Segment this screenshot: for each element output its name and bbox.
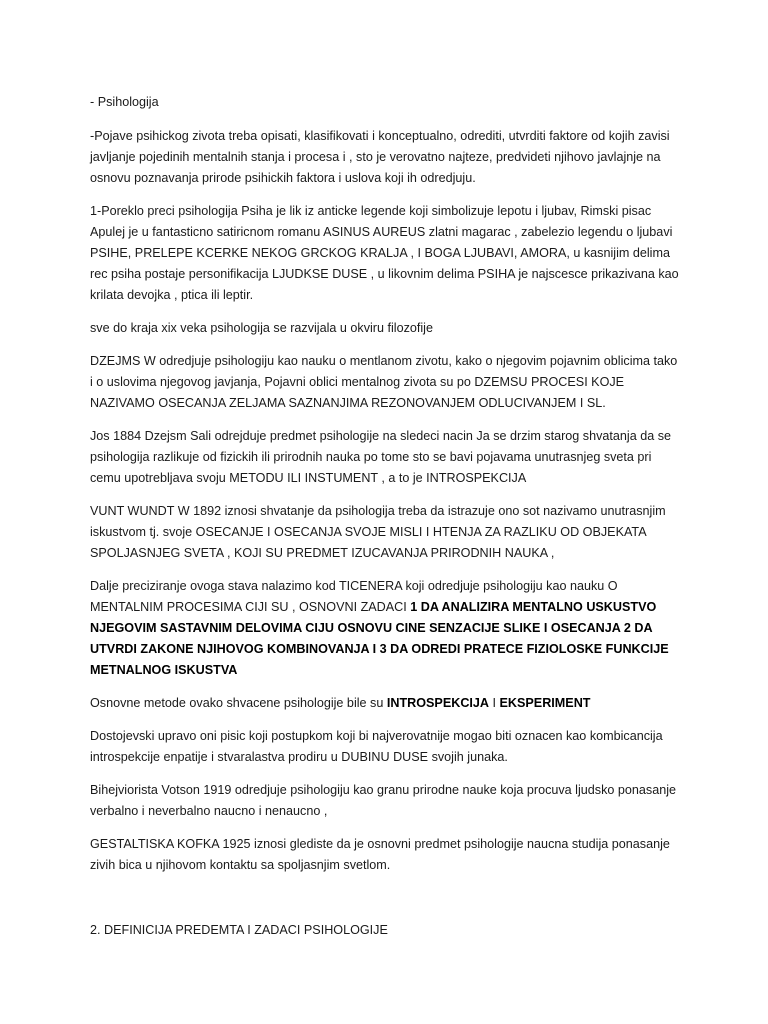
text-run: I (489, 696, 500, 710)
body-paragraph (90, 726, 680, 768)
body-paragraph (90, 834, 680, 876)
section-heading: 2. DEFINICIJA PREDEMTA I ZADACI PSIHOLOGIJE (90, 923, 388, 937)
document-page (90, 92, 680, 953)
bold-text-run: INTROSPEKCIJA (386, 696, 490, 710)
text-run: -Pojave psihickog zivota treba opisati, klasifikovati i konceptualno, odrediti, utvrditi faktore od kojih zavisi javljanje pojedinih mentalnih stanja i procesa i , sto je verovatno najteze, predvideti njihovo javlajnje na osnovu poznavanja prirode psihickih faktora i uslova koji ih odredjuju. (90, 129, 670, 185)
text-run: GESTALTISKA KOFKA 1925 iznosi glediste da je osnovni predmet psihologije naucna studija ponasanje zivih bica u njihovom kontaktu sa spoljasnjim svetlom. (90, 837, 670, 872)
body-paragraph (90, 126, 680, 189)
text-run: Dalje preciziranje ovoga stava nalazimo kod TICENERA koji odredjuje psihologiju kao nauku O MENTALNIM PROCESIMA CIJI SU , OSNOVNI ZADACI (90, 579, 618, 614)
text-run: DZEJMS W odredjuje psihologiju kao nauku o mentlanom zivotu, kako o njegovim pojavnim oblicima tako i o uslovima njegovog javjanja, Pojavni oblici mentalnog zivota su po DZEMSU PROCESI KOJE NAZIVAMO OSECANJA ZELJAMA SAZNANJIMA REZONOVANJEM ODLUCIVANJEM I SL. (90, 354, 678, 410)
body-paragraph (90, 426, 680, 489)
bold-text-run: 1 DA ANALIZIRA MENTALNO USKUSTVO NJEGOVIM SASTAVNIM DELOVIMA CIJU OSNOVU CINE SENZACIJE SLIKE I OSECANJA 2 DA UTVRDI ZAKONE NJIHOVOG KOMBINOVANJA I 3 DA ODREDI PRATECE FIZIOLOSKE FUNKCIJE METNALNOG ISKUSTVA (90, 600, 669, 677)
text-run: VUNT WUNDT W 1892 iznosi shvatanje da psihologija treba da istrazuje ono sot nazivamo unutrasnjim iskustvom tj. svoje OSECANJE I OSECANJA SVOJE MISLI I HTENJA ZA RAZLIKU OD OBJEKATA SPOLJASNJEG SVETA , KOJI SU PREDMET IZUCAVANJA PRIRODNIH NAUKA , (90, 504, 666, 560)
bold-text-run: EKSPERIMENT (499, 696, 591, 710)
body-paragraph (90, 501, 680, 564)
text-run: Dostojevski upravo oni pisic koji postupkom koji bi najverovatnije mogao biti oznacen kao kombicancija introspekcije enpatije i stvaralastva prodiru u DUBINU DUSE svojih junaka. (90, 729, 663, 764)
document-title-line: - Psihologija (90, 95, 159, 109)
text-run: sve do kraja xix veka psihologija se razvijala u okviru filozofije (90, 321, 433, 335)
text-run: Jos 1884 Dzejsm Sali odrejduje predmet psihologije na sledeci nacin Ja se drzim starog shvatanja da se psihologija razlikuje od fizickih ili prirodnih nauka po tome sto se bavi pojavama unutrasnjeg sveta pri cemu upotrebljava svoju METODU ILI INSTUMENT , a to je INTROSPEKCIJA (90, 429, 672, 485)
text-run: Osnovne metode ovako shvacene psihologije bile su (90, 696, 387, 710)
text-run: 1-Poreklo preci psihologija Psiha je lik iz anticke legende koji simbolizuje lepotu i ljubav, Rimski pisac Apulej je u fantasticno satiricnom romanu ASINUS AUREUS zlatni magarac , zabelezio legendu o ljubavi PSIHE, PRELEPE KCERKE NEKOG GRCKOG KRALJA , I BOGA LJUBAVI, AMORA, u kasnijim delima rec psiha postaje personifikacija LJUDKSE DUSE , u likovnim delima PSIHA je najscesce prikazivana kao krilata devojka , ptica ili leptir. (90, 204, 679, 302)
body-paragraph (90, 576, 680, 681)
text-run: Bihejviorista Votson 1919 odredjuje psihologiju kao granu prirodne nauke koja procuva ljudsko ponasanje verbalno i neverbalno naucno i nenaucno , (90, 783, 677, 818)
body-paragraph (90, 201, 680, 306)
body-paragraph (90, 318, 680, 339)
body-paragraph (90, 693, 680, 714)
paragraph-list (90, 126, 680, 876)
body-paragraph (90, 351, 680, 414)
body-paragraph (90, 780, 680, 822)
